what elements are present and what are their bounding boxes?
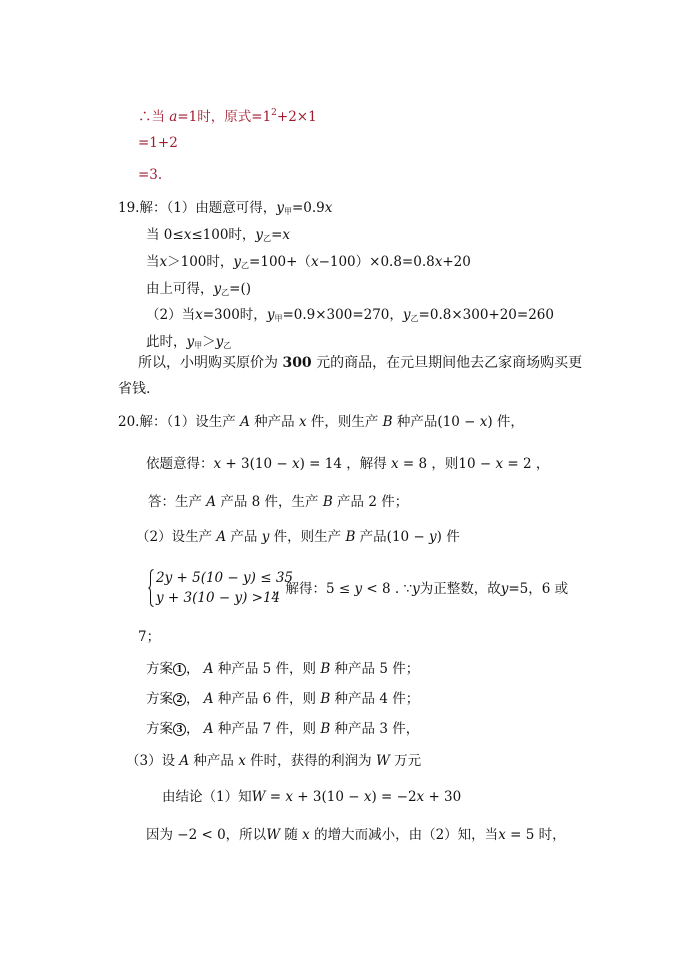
text: + 30 [424,789,462,805]
text: = [265,789,286,805]
s19-case3 [146,280,251,302]
text: 种产品 4 件； [330,691,420,707]
text: （2）当 [146,307,196,323]
text: 因为 −2 < 0，所以 [146,827,267,843]
var-x: x [310,254,319,270]
text: +20 [442,254,471,270]
text: 产品 2 件； [332,494,409,510]
price: 300 [282,355,312,371]
text: 19.解：（1）由题意可得， [118,200,277,216]
var-x: x [183,227,192,243]
var-A: A [203,691,214,707]
text: ＞ [202,334,216,350]
text: 当 [146,254,160,270]
circled-number-1: 1 [173,663,186,676]
s19-conclusion-2: 省钱. [118,381,151,397]
text: =0.8×300+20=260 [418,307,554,323]
var-x: x [391,456,399,472]
subscript: 乙 [223,341,232,350]
text: 方案 [146,721,173,737]
s19-head [118,199,332,221]
var-y: y [354,581,363,597]
text: 件时，获得的利润为 [245,753,376,769]
s19-part2 [146,306,554,328]
text: =() [229,281,251,297]
subscript: 乙 [410,314,419,323]
left-brace-icon [148,569,154,607]
var-A: A [240,414,250,430]
text: ∴当 [138,109,170,125]
text: + 3(10 − [293,789,364,805]
s20-solution [272,580,568,598]
text: =100+（ [249,254,311,270]
text: =0.9 [291,200,325,216]
plan-3 [146,720,419,738]
text: 由上可得， [146,281,214,297]
text: 件，则生产 [306,414,383,430]
s20-seven: 7； [138,629,161,645]
text: =1时，原式=1 [177,109,272,125]
var-y: y [276,200,284,216]
var-x: x [495,456,504,472]
text: = 5 时， [505,827,566,843]
line-2: =1+2 [138,135,178,151]
var-x: x [159,254,168,270]
var-A: A [203,721,214,737]
text: 方案 [146,691,173,707]
s20-part2 [136,528,460,546]
var-x: x [363,789,372,805]
var-y: y [213,281,222,297]
subscript: 乙 [263,234,272,243]
text: 由结论（1）知 [162,789,252,805]
text: ＞100时， [167,254,234,270]
var-y: y [215,334,224,350]
var-W: W [375,753,390,769]
text: 20.解：（1）设生产 [118,414,241,430]
s20-profit-formula [162,788,461,806]
var-x: x [213,456,222,472]
var-B: B [320,661,331,677]
var-B: B [320,721,331,737]
s20-answer [148,493,408,511]
text: 种产品(10 − [392,414,480,430]
s19-case1 [146,226,290,248]
subscript: 乙 [241,261,250,270]
text: ) 件， [487,414,524,430]
var-x: x [195,307,203,323]
text: ， [186,721,204,737]
var-a: a [169,109,178,125]
text: 种产品 7 件，则 [213,721,321,737]
var-A: A [206,494,217,510]
var-y: y [255,227,264,243]
subscript: 甲 [274,314,283,323]
text: 方案 [146,661,173,677]
var-x: x [298,414,307,430]
text: 件，则生产 [269,529,346,545]
text: = [271,227,283,243]
var-x: x [302,827,310,843]
text: 产品 [226,529,262,545]
text: 种产品 [249,414,299,430]
text: +2×1 [276,109,317,125]
inequality-system [148,569,294,609]
text: ， [186,661,204,677]
text: 的增大而减小，由（2）知，当 [309,827,499,843]
subscript: 甲 [283,207,292,216]
text: 产品(10 − [355,529,430,545]
var-x: x [479,414,488,430]
text: 种产品 3 件， [330,721,420,737]
var-A: A [203,661,214,677]
subscript: 乙 [221,288,230,297]
inequality-row-1: 2y + 5(10 − y) ≤ 35 [156,570,294,586]
text: −100）×0.8=0.8 [318,254,435,270]
text: ) 件 [436,529,460,545]
plan-2 [146,690,419,708]
text: 种产品 [189,753,239,769]
circled-number-3: 3 [173,723,186,736]
text: ≤100时， [191,227,256,243]
var-W: W [266,827,281,843]
var-B: B [322,494,333,510]
subscript: 甲 [194,341,203,350]
var-W: W [251,789,266,805]
var-x: x [291,456,300,472]
var-x: x [238,753,246,769]
s19-result [146,333,231,355]
text: 元的商品，在元旦期间他去乙家商场购买更 [311,355,583,371]
text: 产品 8 件，生产 [216,494,323,510]
text: ，解得：5 ≤ [272,581,355,597]
s20-part3 [126,752,421,770]
text: 当 0≤ [146,227,184,243]
text: ) = −2 [371,789,417,805]
text: = 8 ，则10 − [398,456,496,472]
text: = 2 ， [503,456,550,472]
var-x: x [416,789,425,805]
line-3: =3. [138,167,163,183]
var-x: x [285,789,294,805]
superscript: 2 [271,108,277,118]
text: < 8 . ∵ [362,581,413,597]
text: + 3(10 − [221,456,292,472]
text: 种产品 6 件，则 [213,691,321,707]
text: 种产品 5 件，则 [213,661,321,677]
text: 所以，小明购买原价为 [138,355,283,371]
inequality-row-2: y + 3(10 − y) >14 [156,590,281,606]
var-y: y [429,529,437,545]
text: =0.9×300=270， [282,307,403,323]
var-B: B [345,529,356,545]
text: 依题意得： [146,456,214,472]
circled-number-2: 2 [173,693,186,706]
var-y: y [266,307,275,323]
s20-head [118,413,524,431]
var-x: x [498,827,506,843]
text: ) = 14 ，解得 [299,456,391,472]
s20-monotonic [146,826,566,844]
var-A: A [179,753,190,769]
var-y: y [402,307,411,323]
var-B: B [320,691,331,707]
plan-1 [146,660,419,678]
text: =5，6 或 [508,581,569,597]
s19-case2 [146,253,471,275]
var-y: y [500,581,509,597]
s19-conclusion [138,354,582,372]
text: 此时， [146,334,187,350]
text: 为正整数，故 [419,581,501,597]
var-B: B [382,414,393,430]
text: 万元 [389,753,422,769]
var-x: x [324,200,333,216]
var-y: y [233,254,242,270]
var-x: x [434,254,443,270]
var-y: y [186,334,195,350]
text: 种产品 5 件； [330,661,420,677]
text: （3）设 [126,753,180,769]
line-1 [138,104,317,126]
text: （2）设生产 [136,529,217,545]
text: =300时， [202,307,267,323]
var-y: y [261,529,270,545]
var-y: y [412,581,420,597]
text: ， [186,691,204,707]
var-A: A [216,529,227,545]
s20-equation [146,455,549,473]
text: 答：生产 [148,494,207,510]
text: 随 [280,827,303,843]
var-x: x [282,227,290,243]
